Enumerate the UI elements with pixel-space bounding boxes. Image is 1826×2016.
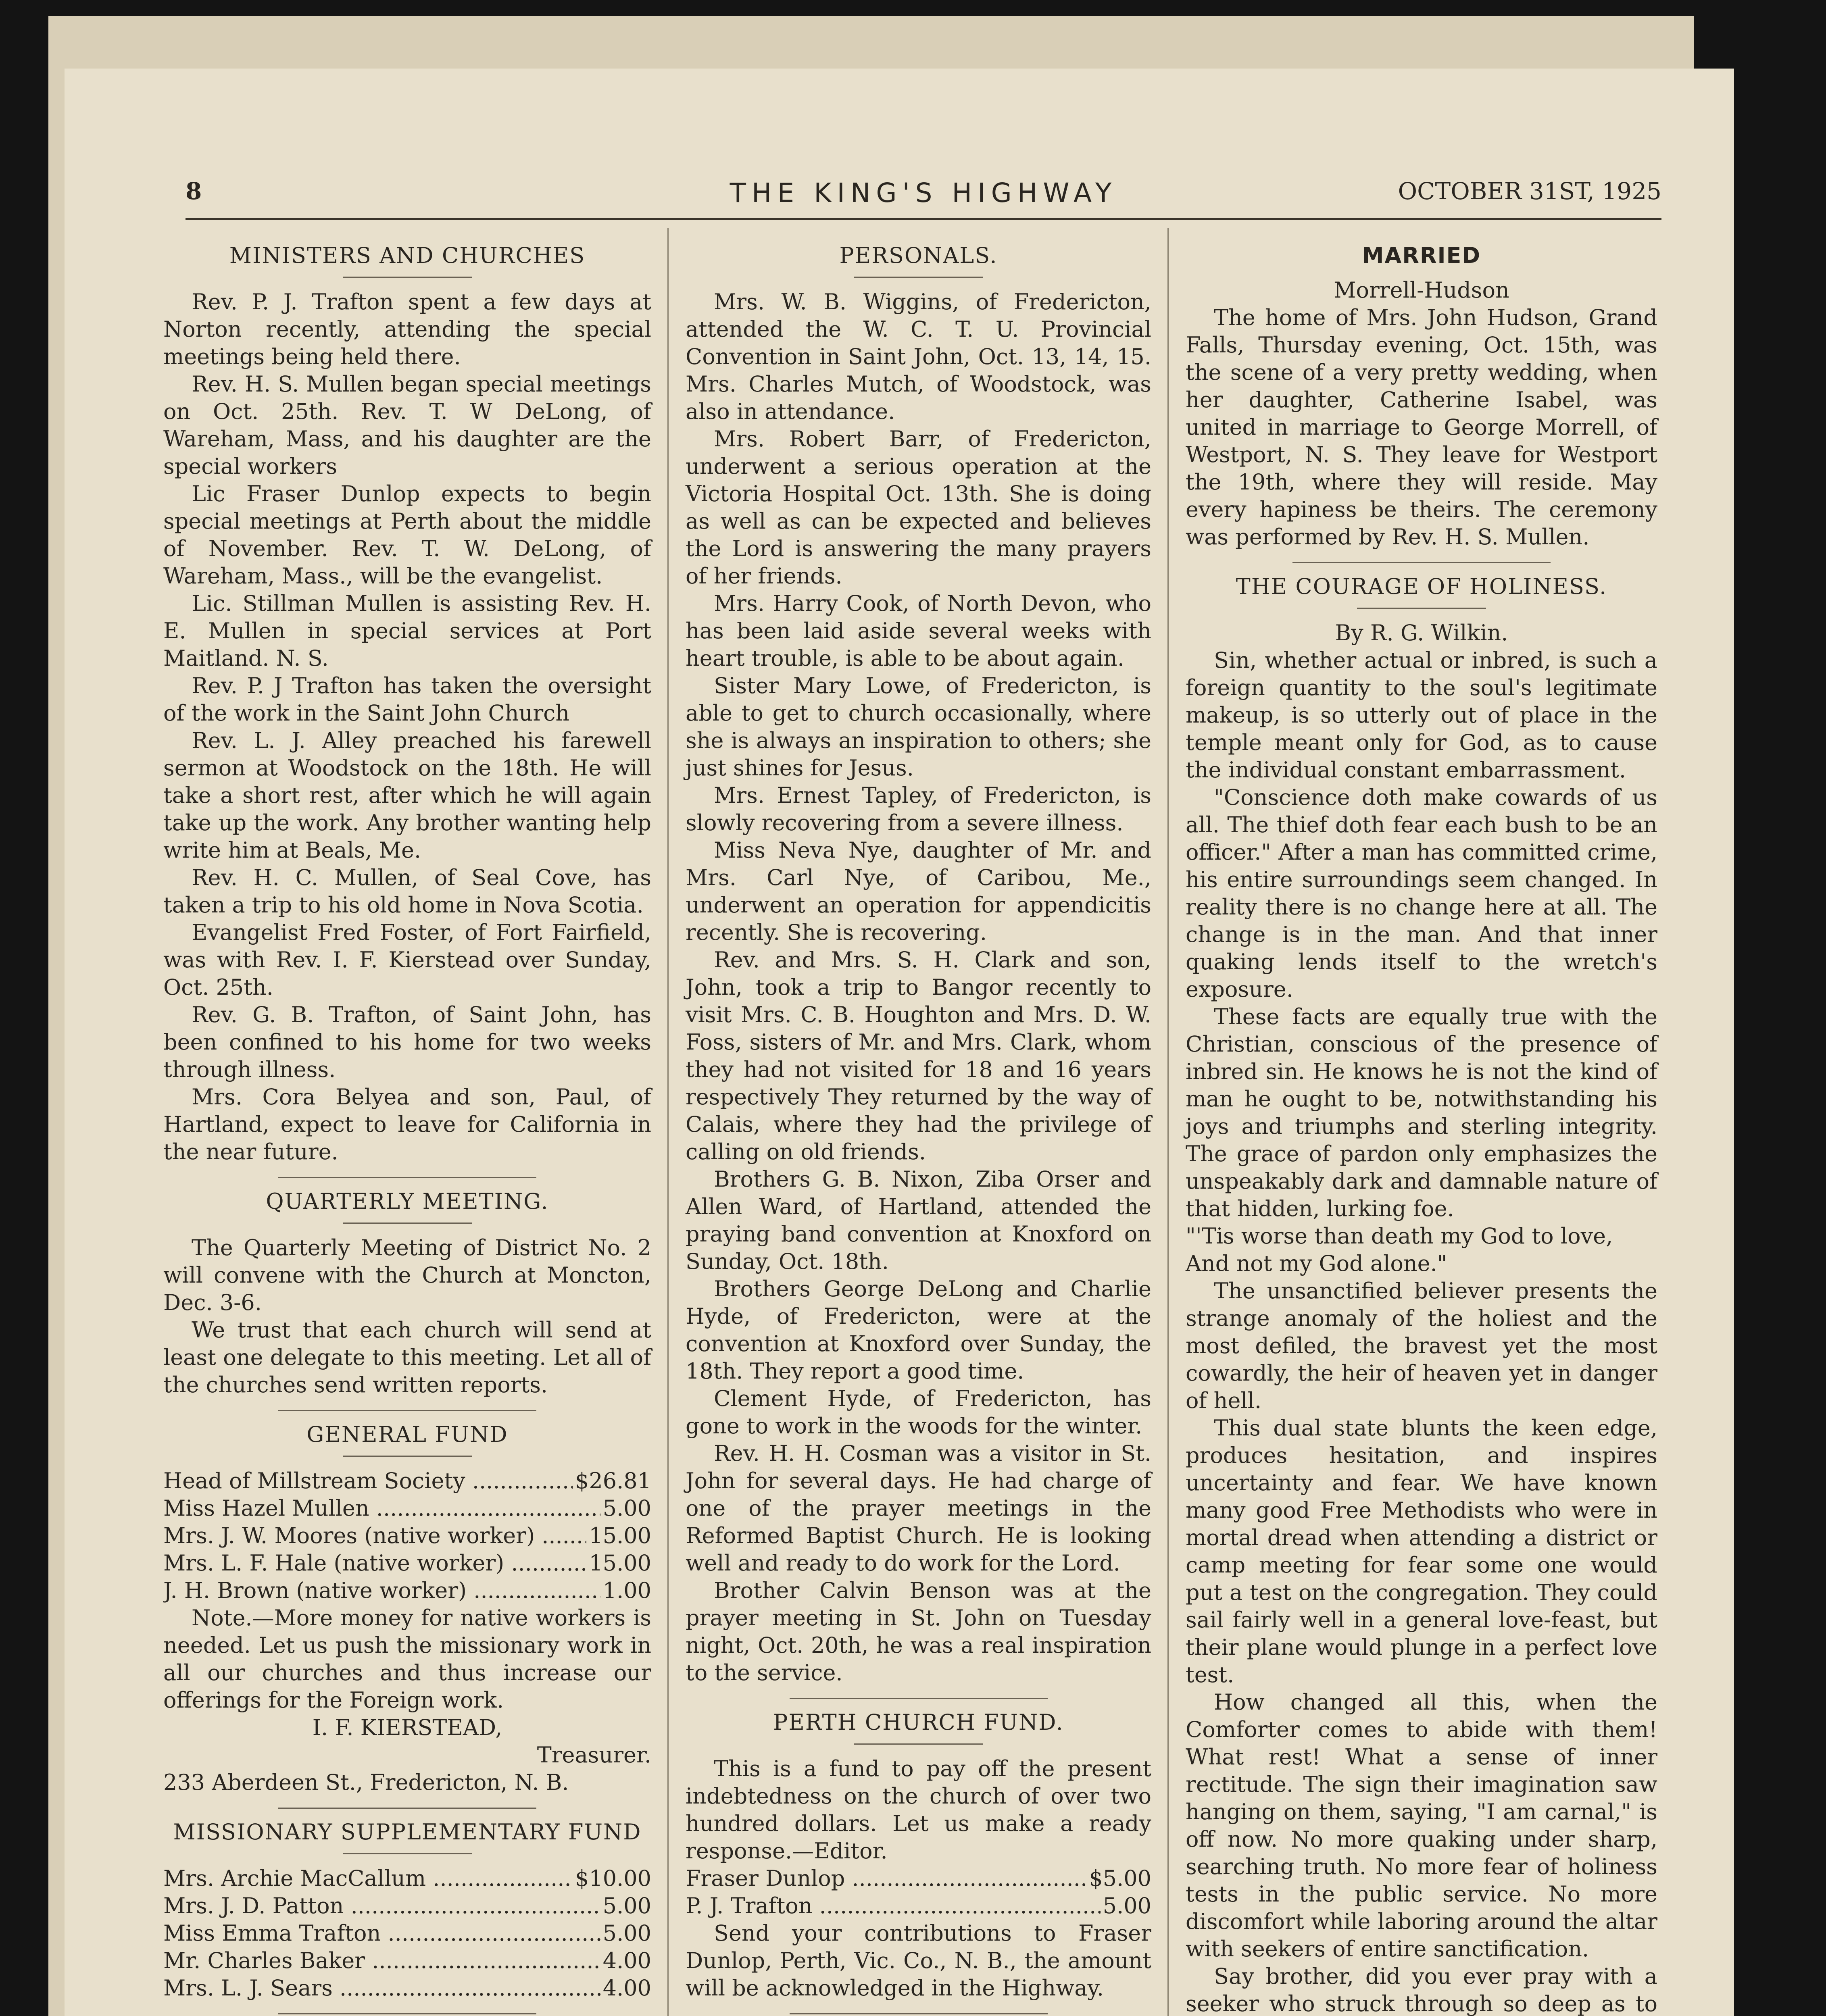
personal-item: Mrs. Harry Cook, of North Devon, who has been laid aside several weeks with heart trouble, is able to be about again. [686,591,1151,671]
newspaper-title: THE KING'S HIGHWAY [730,177,1117,208]
divider [854,277,983,278]
divider [278,1177,536,1178]
ledger-row: Head of Millstream Society ..... $26.81 [163,1467,651,1495]
ministers-item: Rev. L. J. Alley preached his farewell sermon at Woodstock on the 18th. He will take a short rest, after which he will again take up the work. Any brother wanting help write him at Beals, Me. [163,728,651,863]
ledger-row: Mrs. Archie MacCallum ..... $10.00 [163,1865,651,1892]
quarterly-heading: QUARTERLY MEETING. [266,1189,549,1214]
personals-heading: PERSONALS. [839,243,998,268]
personal-item: Miss Neva Nye, daughter of Mr. and Mrs. Carl Nye, of Caribou, Me., underwent an operation for appendicitis recently. She is recovering. [686,837,1151,945]
ministers-item: Mrs. Cora Belyea and son, Paul, of Hartland, expect to leave for California in the near future. [163,1084,651,1164]
personal-item: Mrs. W. B. Wiggins, of Fredericton, attended the W. C. T. U. Provincial Convention in Saint John, Oct. 13, 14, 15. Mrs. Charles Mutch, of Woodstock, was also in attendance. [686,289,1151,424]
personal-item: Brothers George DeLong and Charlie Hyde, of Fredericton, were at the convention at Knoxford over Sunday, the 18th. They report a good time. [686,1276,1151,1384]
address: 233 Aberdeen St., Fredericton, N. B. [163,1770,569,1795]
issue-date: OCTOBER 31ST, 1925 [1398,177,1661,205]
personal-item: Mrs. Robert Barr, of Fredericton, underwent a serious operation at the Victoria Hospital Oct. 13th. She is doing as well as can be expected and believes the Lord is answering the many prayers of her friends. [686,426,1151,589]
article-paragraph: Say brother, did you ever pray with a seeker who struck through so deep as to [1186,1964,1657,2016]
ledger-row: Miss Emma Trafton ..... 5.00 [163,1920,651,1947]
personal-item: Rev. H. H. Cosman was a visitor in St. John for several days. He had charge of one of the prayer meetings in the Reformed Baptist Church. He is looking well and ready to do work for the Lord. [686,1441,1151,1576]
divider [1357,608,1486,609]
married-heading: MARRIED [1362,243,1481,268]
divider [278,1410,536,1411]
signer-role: Treasurer. [537,1742,651,1768]
column-rule [1167,228,1169,2016]
ministers-heading: MINISTERS AND CHURCHES [229,243,586,268]
signer: I. F. KIERSTEAD, [312,1715,502,1740]
ledger-row: Mrs. J. W. Moores (native worker) ..... 15.00 [163,1522,651,1549]
missionary-heading: MISSIONARY SUPPLEMENTARY FUND [173,1819,642,1845]
personal-item: Brother Calvin Benson was at the prayer meeting in St. John on Tuesday night, Oct. 20th, he was a real inspiration to the service. [686,1578,1151,1685]
ledger-row: Mrs. J. D. Patton ..... 5.00 [163,1892,651,1920]
newspaper-page [65,69,1734,2016]
article-paragraph: These facts are equally true with the Christian, conscious of the presence of inbred sin. He knows he is not the kind of man he ought to be, notwithstanding his joys and triumphs and sterling integrity. The grace of pardon only emphasizes the unspeakably dark and damnable nature of that hidden, lurking foe. [1186,1004,1657,1221]
divider [278,2013,536,2014]
courage-heading: THE COURAGE OF HOLINESS. [1236,574,1607,599]
article-paragraph: "Conscience doth make cowards of us all. The thief doth fear each bush to be an officer." After a man has committed crime, his entire surroundings seem changed. In reality there is no change here at all. The change is in the man. And that inner quaking lends itself to the wretch's exposure. [1186,785,1657,1002]
personal-item: Clement Hyde, of Fredericton, has gone to work in the woods for the winter. [686,1386,1151,1439]
column-3 [1186,234,1657,2016]
ministers-item: Rev. P. J Trafton has taken the oversight of the work in the Saint John Church [163,673,651,726]
married-paragraph: The home of Mrs. John Hudson, Grand Falls, Thursday evening, Oct. 15th, was the scene of a very pretty wedding, when her daughter, Catherine Isabel, was united in marriage to George Morrell, of Westport, N. S. They leave for Westport the 19th, where they will reside. May every hapiness be theirs. The ceremony was performed by Rev. H. S. Mullen. [1186,305,1657,550]
article-quote: "'Tis worse than death my God to love, [1186,1223,1613,1249]
masthead-rule [186,218,1661,220]
ministers-item: Rev. H. S. Mullen began special meetings on Oct. 25th. Rev. T. W DeLong, of Wareham, Mass, and his daughter are the special workers [163,371,651,479]
divider [343,1456,472,1457]
article-quote: And not my God alone." [1186,1251,1447,1276]
column-rule [667,228,669,2016]
perth-paragraph: This is a fund to pay off the present indebtedness on the church of over two hundred dollars. Let us make a ready response.—Editor. [686,1756,1151,1864]
ledger-row: Mrs. L. F. Hale (native worker) ..... 15.00 [163,1549,651,1577]
divider [790,2013,1048,2014]
general-fund-note: Note.—More money for native workers is needed. Let us push the missionary work in all our churches and thus increase our offerings for the Foreign work. [163,1605,651,1713]
ministers-item: Lic. Stillman Mullen is assisting Rev. H. E. Mullen in special services at Port Maitland. N. S. [163,591,651,671]
ministers-item: Evangelist Fred Foster, of Fort Fairfield, was with Rev. I. F. Kierstead over Sunday, Oct. 25th. [163,920,651,1000]
divider [343,1853,472,1854]
ledger-row: P. J. Trafton ..... 5.00 [686,1892,1151,1920]
quarterly-paragraph: The Quarterly Meeting of District No. 2 will convene with the Church at Moncton, Dec. 3-6. [163,1235,651,1315]
divider [1292,562,1551,563]
personal-item: Brothers G. B. Nixon, Ziba Orser and Allen Ward, of Hartland, attended the praying band convention at Knoxford on Sunday, Oct. 18th. [686,1166,1151,1274]
divider [790,1698,1048,1699]
byline: By R. G. Wilkin. [1335,620,1508,646]
perth-heading: PERTH CHURCH FUND. [773,1710,1064,1735]
ministers-item: Lic Fraser Dunlop expects to begin special meetings at Perth about the middle of November. Rev. T. W. DeLong, of Wareham, Mass., will be the evangelist. [163,481,651,589]
personal-item: Rev. and Mrs. S. H. Clark and son, John, took a trip to Bangor recently to visit Mrs. C. B. Houghton and Mrs. D. W. Foss, sisters of Mr. and Mrs. Clark, whom they had not visited for 18 and 16 years respectively They returned by the way of Calais, where they had the privilege of calling on old friends. [686,947,1151,1164]
divider [343,277,472,278]
ledger-row: Mrs. L. J. Sears ..... 4.00 [163,1974,651,2002]
general-fund-heading: GENERAL FUND [306,1422,508,1447]
ministers-item: Rev. H. C. Mullen, of Seal Cove, has taken a trip to his old home in Nova Scotia. [163,865,651,918]
article-paragraph: The unsanctified believer presents the strange anomaly of the holiest and the most defiled, the bravest yet the most cowardly, the heir of heaven yet in danger of hell. [1186,1278,1657,1413]
perth-note: Send your contributions to Fraser Dunlop, Perth, Vic. Co., N. B., the amount will be acknowledged in the Highway. [686,1920,1151,2001]
personal-item: Mrs. Ernest Tapley, of Fredericton, is slowly recovering from a severe illness. [686,783,1151,835]
column-2 [686,234,1151,2016]
article-paragraph: This dual state blunts the keen edge, produces hesitation, and inspires uncertainty and fear. We have known many good Free Methodists who were in mortal dread when attending a district or camp meeting for fear some one would put a test on the congregation. They could sail fairly well in a general love-feast, but their plane would plunge in a perfect love test. [1186,1415,1657,1687]
ledger-row: Miss Hazel Mullen ..... 5.00 [163,1495,651,1522]
quarterly-paragraph: We trust that each church will send at least one delegate to this meeting. Let all of the churches send written reports. [163,1317,651,1397]
column-1 [163,234,651,2016]
ministers-item: Rev. P. J. Trafton spent a few days at Norton recently, attending the special meetings being held there. [163,289,651,369]
divider [343,1223,472,1224]
ledger-row: J. H. Brown (native worker) ..... 1.00 [163,1577,651,1604]
personal-item: Sister Mary Lowe, of Fredericton, is able to get to church occasionally, where she is always an inspiration to others; she just shines for Jesus. [686,673,1151,781]
page-number: 8 [186,177,202,205]
divider [854,1743,983,1745]
article-paragraph: Sin, whether actual or inbred, is such a foreign quantity to the soul's legitimate makeup, is so utterly out of place in the temple meant only for God, as to cause the individual constant embarrassment. [1186,648,1657,783]
ministers-item: Rev. G. B. Trafton, of Saint John, has been confined to his home for two weeks through illness. [163,1002,651,1082]
ledger-row: Fraser Dunlop ..... $5.00 [686,1865,1151,1892]
married-subheading: Morrell-Hudson [1334,277,1509,303]
divider [278,1808,536,1809]
article-paragraph: How changed all this, when the Comforter comes to abide with them! What rest! What a sense of inner rectitude. The sign their imagination saw hanging on them, saying, "I am carnal," is off now. No more quaking under sharp, searching truth. No more fear of holiness tests in the public service. No more discomfort while laboring around the altar with seekers of entire sanctification. [1186,1689,1657,1962]
ledger-row: Mr. Charles Baker ..... 4.00 [163,1947,651,1974]
